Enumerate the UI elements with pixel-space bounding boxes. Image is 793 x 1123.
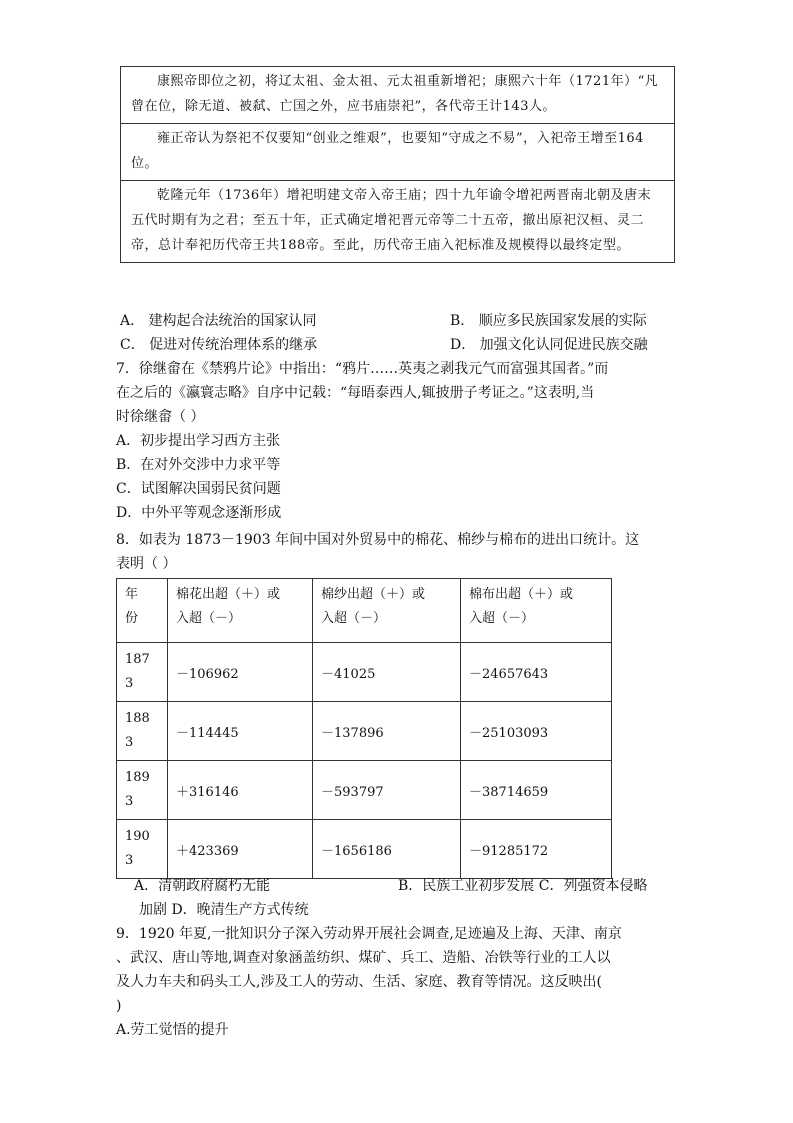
q7-stem-line: 时徐继畲（ ） <box>116 409 205 425</box>
cell-cotton: －114445 <box>168 702 313 761</box>
q7-option-d[interactable]: D．中外平等观念逐渐形成 <box>116 505 282 521</box>
year-part: 3 <box>125 735 134 750</box>
q9-stem-line: ) <box>116 998 122 1014</box>
quote-row-yongzheng <box>121 123 674 180</box>
table-row <box>117 820 612 879</box>
q8-stem-line: 8．如表为 1873－1903 年间中国对外贸易中的棉花、棉纱与棉布的进出口统计。这 <box>116 532 640 548</box>
cell-yarn: －137896 <box>313 702 461 761</box>
q7-stem-line: 在之后的《瀛寰志略》自序中记载：“每晤泰西人,辄披册子考证之。”这表明,当 <box>116 385 595 401</box>
cell-yarn: －593797 <box>313 761 461 820</box>
quote-row-qianlong <box>121 180 674 262</box>
header-yarn-line: 棉纱出超（＋）或 <box>321 587 426 602</box>
q6-option-d[interactable]: D． 加强文化认同促进民族交融 <box>450 337 648 353</box>
header-yarn-line: 入超（－） <box>321 611 387 626</box>
table-row <box>117 761 612 820</box>
year-part: 188 <box>125 711 150 726</box>
quote-box <box>120 66 675 263</box>
quote-text: 乾隆元年（1736年）增祀明建文帝入帝王庙；四十九年谕令增祀两晋南北朝及唐末五代时期有为之君；至五十年，正式确定增祀晋元帝等二十五帝，撤出原祀汉桓、灵二帝，总计奉祀历代帝王共188帝。至此，历代帝王庙入祀标准及规模得以最终定型。 <box>131 188 652 253</box>
quote-text: 雍正帝认为祭祀不仅要知“创业之维艰”，也要知“守成之不易”，入祀帝王增至164位。 <box>131 131 644 171</box>
header-year-line: 份 <box>125 611 139 626</box>
quote-text: 康熙帝即位之初，将辽太祖、金太祖、元太祖重新增祀；康熙六十年（1721年）“凡曾在位，除无道、被弑、亡国之外，应书庙崇祀”，各代帝王计143人。 <box>131 74 659 114</box>
trade-table <box>116 578 612 879</box>
q7-stem-line: 7．徐继畲在《禁鸦片论》中指出：“鸦片……英夷之剥我元气而富强其国者。”而 <box>116 361 609 377</box>
year-part: 3 <box>125 794 134 809</box>
q8-stem-line: 表明（ ） <box>116 556 177 572</box>
table-row <box>117 702 612 761</box>
question-9 <box>116 922 676 1042</box>
q6-option-b[interactable]: B． 顺应多民族国家发展的实际 <box>450 313 647 329</box>
cell-cotton: ＋423369 <box>168 820 313 879</box>
year-part: 3 <box>125 676 134 691</box>
cell-year <box>117 820 168 879</box>
header-cloth-line: 入超（－） <box>469 611 535 626</box>
q7-option-a[interactable]: A．初步提出学习西方主张 <box>116 433 281 449</box>
year-part: 190 <box>125 829 150 844</box>
q8-options-b-c[interactable]: B．民族工业初步发展 C．列强资本侵略 <box>398 878 648 894</box>
cell-cloth: －38714659 <box>461 761 612 820</box>
cell-cloth: －25103093 <box>461 702 612 761</box>
year-part: 187 <box>125 652 150 667</box>
header-cloth-line: 棉布出超（＋）或 <box>469 587 574 602</box>
header-year-line: 年 <box>125 587 139 602</box>
table-row <box>117 643 612 702</box>
cell-cotton: －106962 <box>168 643 313 702</box>
header-cloth <box>461 579 612 643</box>
cell-year <box>117 702 168 761</box>
quote-row-kangxi <box>121 67 674 123</box>
q8-option-a[interactable]: A．清朝政府腐朽无能 <box>134 878 271 894</box>
q9-option-a[interactable]: A.劳工觉悟的提升 <box>116 1022 229 1038</box>
q8-options-c-cont-d[interactable]: 加剧 D．晚清生产方式传统 <box>139 902 309 918</box>
question-8-stem <box>116 528 676 576</box>
header-yarn <box>313 579 461 643</box>
question-7 <box>116 357 676 525</box>
cell-cloth: －91285172 <box>461 820 612 879</box>
q7-option-c[interactable]: C．试图解决国弱民贫问题 <box>116 481 281 497</box>
header-cotton-line: 入超（－） <box>176 611 242 626</box>
cell-year <box>117 643 168 702</box>
year-part: 3 <box>125 853 134 868</box>
cell-yarn: －1656186 <box>313 820 461 879</box>
q6-option-c[interactable]: C． 促进对传统治理体系的继承 <box>120 337 318 353</box>
header-cotton <box>168 579 313 643</box>
cell-cloth: －24657643 <box>461 643 612 702</box>
cell-year <box>117 761 168 820</box>
q7-option-b[interactable]: B．在对外交涉中力求平等 <box>116 457 281 473</box>
q9-stem-line: 及人力车夫和码头工人,涉及工人的劳动、生活、家庭、教育等情况。这反映出( <box>116 974 602 990</box>
cell-cotton: ＋316146 <box>168 761 313 820</box>
q9-stem-line: 9．1920 年夏,一批知识分子深入劳动界开展社会调查,足迹遍及上海、天津、南京 <box>116 926 622 942</box>
year-part: 189 <box>125 770 150 785</box>
q6-option-a[interactable]: A． 建构起合法统治的国家认同 <box>120 313 317 329</box>
header-cotton-line: 棉花出超（＋）或 <box>176 587 281 602</box>
table-header-row <box>117 579 612 643</box>
header-year <box>117 579 168 643</box>
q9-stem-line: 、武汉、唐山等地,调查对象涵盖纺织、煤矿、兵工、造船、冶铁等行业的工人以 <box>116 950 611 966</box>
cell-yarn: －41025 <box>313 643 461 702</box>
